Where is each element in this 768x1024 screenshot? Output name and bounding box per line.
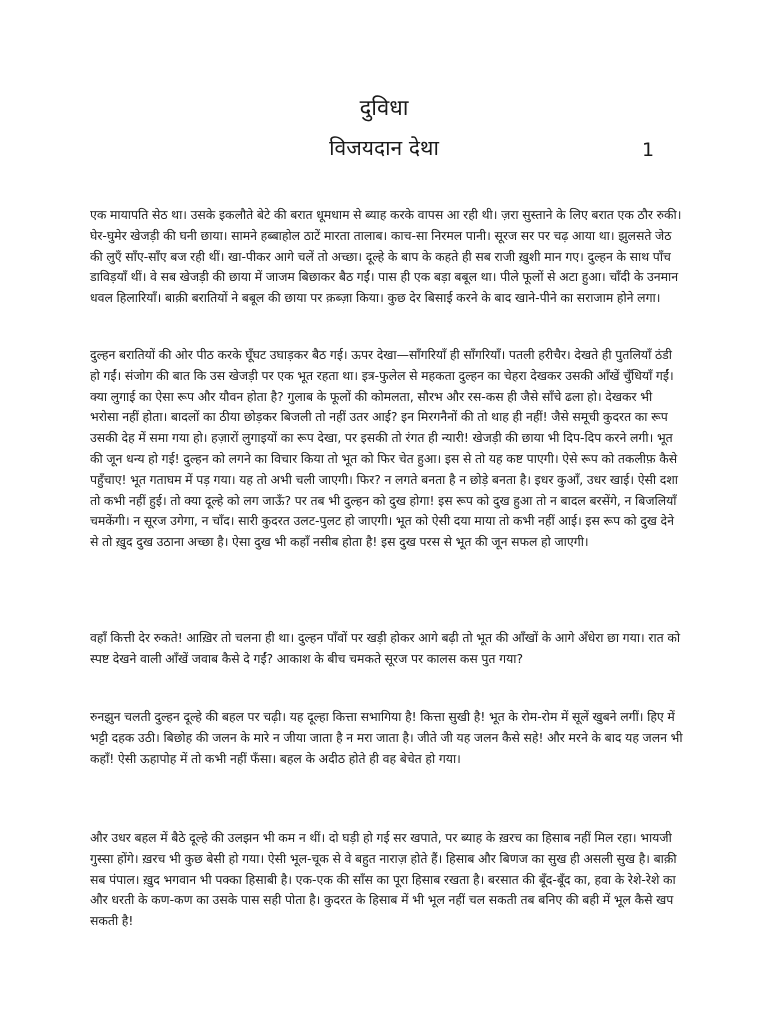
story-title: दुविधा	[359, 96, 409, 121]
page-number: 1	[642, 139, 655, 161]
paragraph-4: रुनझुन चलती दुल्हन दूल्हे की बहल पर चढ़ी। यह दूल्हा कित्ता सभागिया है! कित्ता सुखी है! भूत के रोम-रोम में सूलें खुबने लगीं। हिए में भट्टी दहक उठी। बिछोह की जलन के मारे न जीया जाता है न मरा जाता है। जीते जी यह जलन कैसे सहे! और मरने के बाद यह जलन भी कहाँ! ऐसी ऊहापोह में तो कभी नहीं फँसा। बहल के अदीठ होते ही वह बेचेत हो गया।	[90, 709, 683, 766]
paragraph-1: एक मायापति सेठ था। उसके इकलौते बेटे की बरात धूमधाम से ब्याह करके वापस आ रही थी। ज़रा सुस्ताने के लिए बरात एक ठौर रुकी। घेर-घुमेर खेजड़ी की घनी छाया। सामने हब्बाहोल ठाटें मारता तालाब। काच-सा निरमल पानी। सूरज सर पर चढ़ आया था। झुलसते जेठ की लुएँ साँए-साँए बज रही थीं। खा-पीकर आगे चलें तो अच्छा। दूल्हे के बाप के कहते ही सब राजी ख़ुशी मान गए। दुल्हन के साथ पाँच डाविड़याँ थीं। वे सब खेजड़ी की छाया में जाजम बिछाकर बैठ गईं। पास ही एक बड़ा बबूल था। पीले फूलों से अटा हुआ। चाँदी के उनमान धवल हिलारियाँ। बाक़ी बरातियों ने बबूल की छाया पर क़ब्ज़ा किया। कुछ देर बिसाई करने के बाद खाने-पीने का सराजाम होने लगा।	[90, 207, 682, 306]
paragraph-5: और उधर बहल में बैठे दूल्हे की उलझन भी कम न थीं। दो घड़ी हो गई सर खपाते, पर ब्याह के ख़रच का हिसाब नहीं मिल रहा। भायजी गुस्सा होंगे। ख़रच भी कुछ बेसी हो गया। ऐसी भूल-चूक से वे बहुत नाराज़ होते हैं। हिसाब और बिणज का सुख ही असली सुख है। बाक़ी सब पंपाल। ख़ुद भगवान भी पक्का हिसाबी है। एक-एक की साँस का पूरा हिसाब रखता है। बरसात की बूँद-बूँद का, हवा के रेशे-रेशे का और धरती के कण-कण का उसके पास सही पोता है। कुदरत के हिसाब में भी भूल नहीं चल सकती तब बनिए की बही में भूल कैसे खप सकती है!	[90, 830, 677, 929]
paragraph-2: दुल्हन बरातियों की ओर पीठ करके घूँघट उघाड़कर बैठ गई। ऊपर देखा—साँगरियाँ ही साँगरियाँ। पतली हरीचैर। देखते ही पुतलियाँ ठंडी हो गईं। संजोग की बात कि उस खेजड़ी पर एक भूत रहता था। इत्र-फुलेल से महकता दुल्हन का चेहरा देखकर उसकी आँखें चुँधियाँ गईं। क्या लुगाई का ऐसा रूप और यौवन होता है? गुलाब के फूलों की कोमलता, सौरभ और रस-कस ही जैसे साँचे ढला हो। देखकर भी भरोसा नहीं होता। बादलों का ठीया छोड़कर बिजली तो नहीं उतर आई? इन मिरगनैनों की तो थाह ही नहीं! जैसे समूची कुदरत का रूप उसकी देह में समा गया हो। हज़ारों लुगाइयों का रूप देखा, पर इसकी तो रंगत ही न्यारी! खेजड़ी की छाया भी दिप-दिप करने लगी। भूत की जून धन्य हो गई! दुल्हन को लगने का विचार किया तो भूत को फिर चेत हुआ। इस से तो यह कष्ट पाएगी। ऐसे रूप को तकलीफ़ कैसे पहुँचाए! भूत गताघम में पड़ गया। यह तो अभी चली जाएगी। फिर? न लगते बनता है न छोड़े बनता है। इधर कुआँ, उधर खाई। ऐसी दशा तो कभी नहीं हुई। तो क्या दूल्हे को लग जाऊँ? पर तब भी दुल्हन को दुख होगा! इस रूप को दुख हुआ तो न बादल बरसेंगे, न बिजलियाँ चमकेंगी। न सूरज उगेगा, न चाँद। सारी कुदरत उलट-पुलट हो जाएगी। भूत को ऐसी दया माया तो कभी नहीं आई। इस रूप को दुख देने से तो ख़ुद दुख उठाना अच्छा है। ऐसा दुख भी कहाँ नसीब होता है! इस दुख परस से भूत की जून सफल हो जाएगी।	[90, 347, 678, 550]
author-name: विजयदान देथा	[329, 136, 439, 160]
paragraph-3: वहाँ कित्ती देर रुकते! आख़िर तो चलना ही था। दुल्हन पाँवों पर खड़ी होकर आगे बढ़ी तो भूत की आँखों के आगे अँधेरा छा गया। रात को स्पष्ट देखने वाली आँखें जवाब कैसे दे गईं? आकाश के बीच चमकते सूरज पर कालस कस पुत गया?	[90, 630, 681, 666]
